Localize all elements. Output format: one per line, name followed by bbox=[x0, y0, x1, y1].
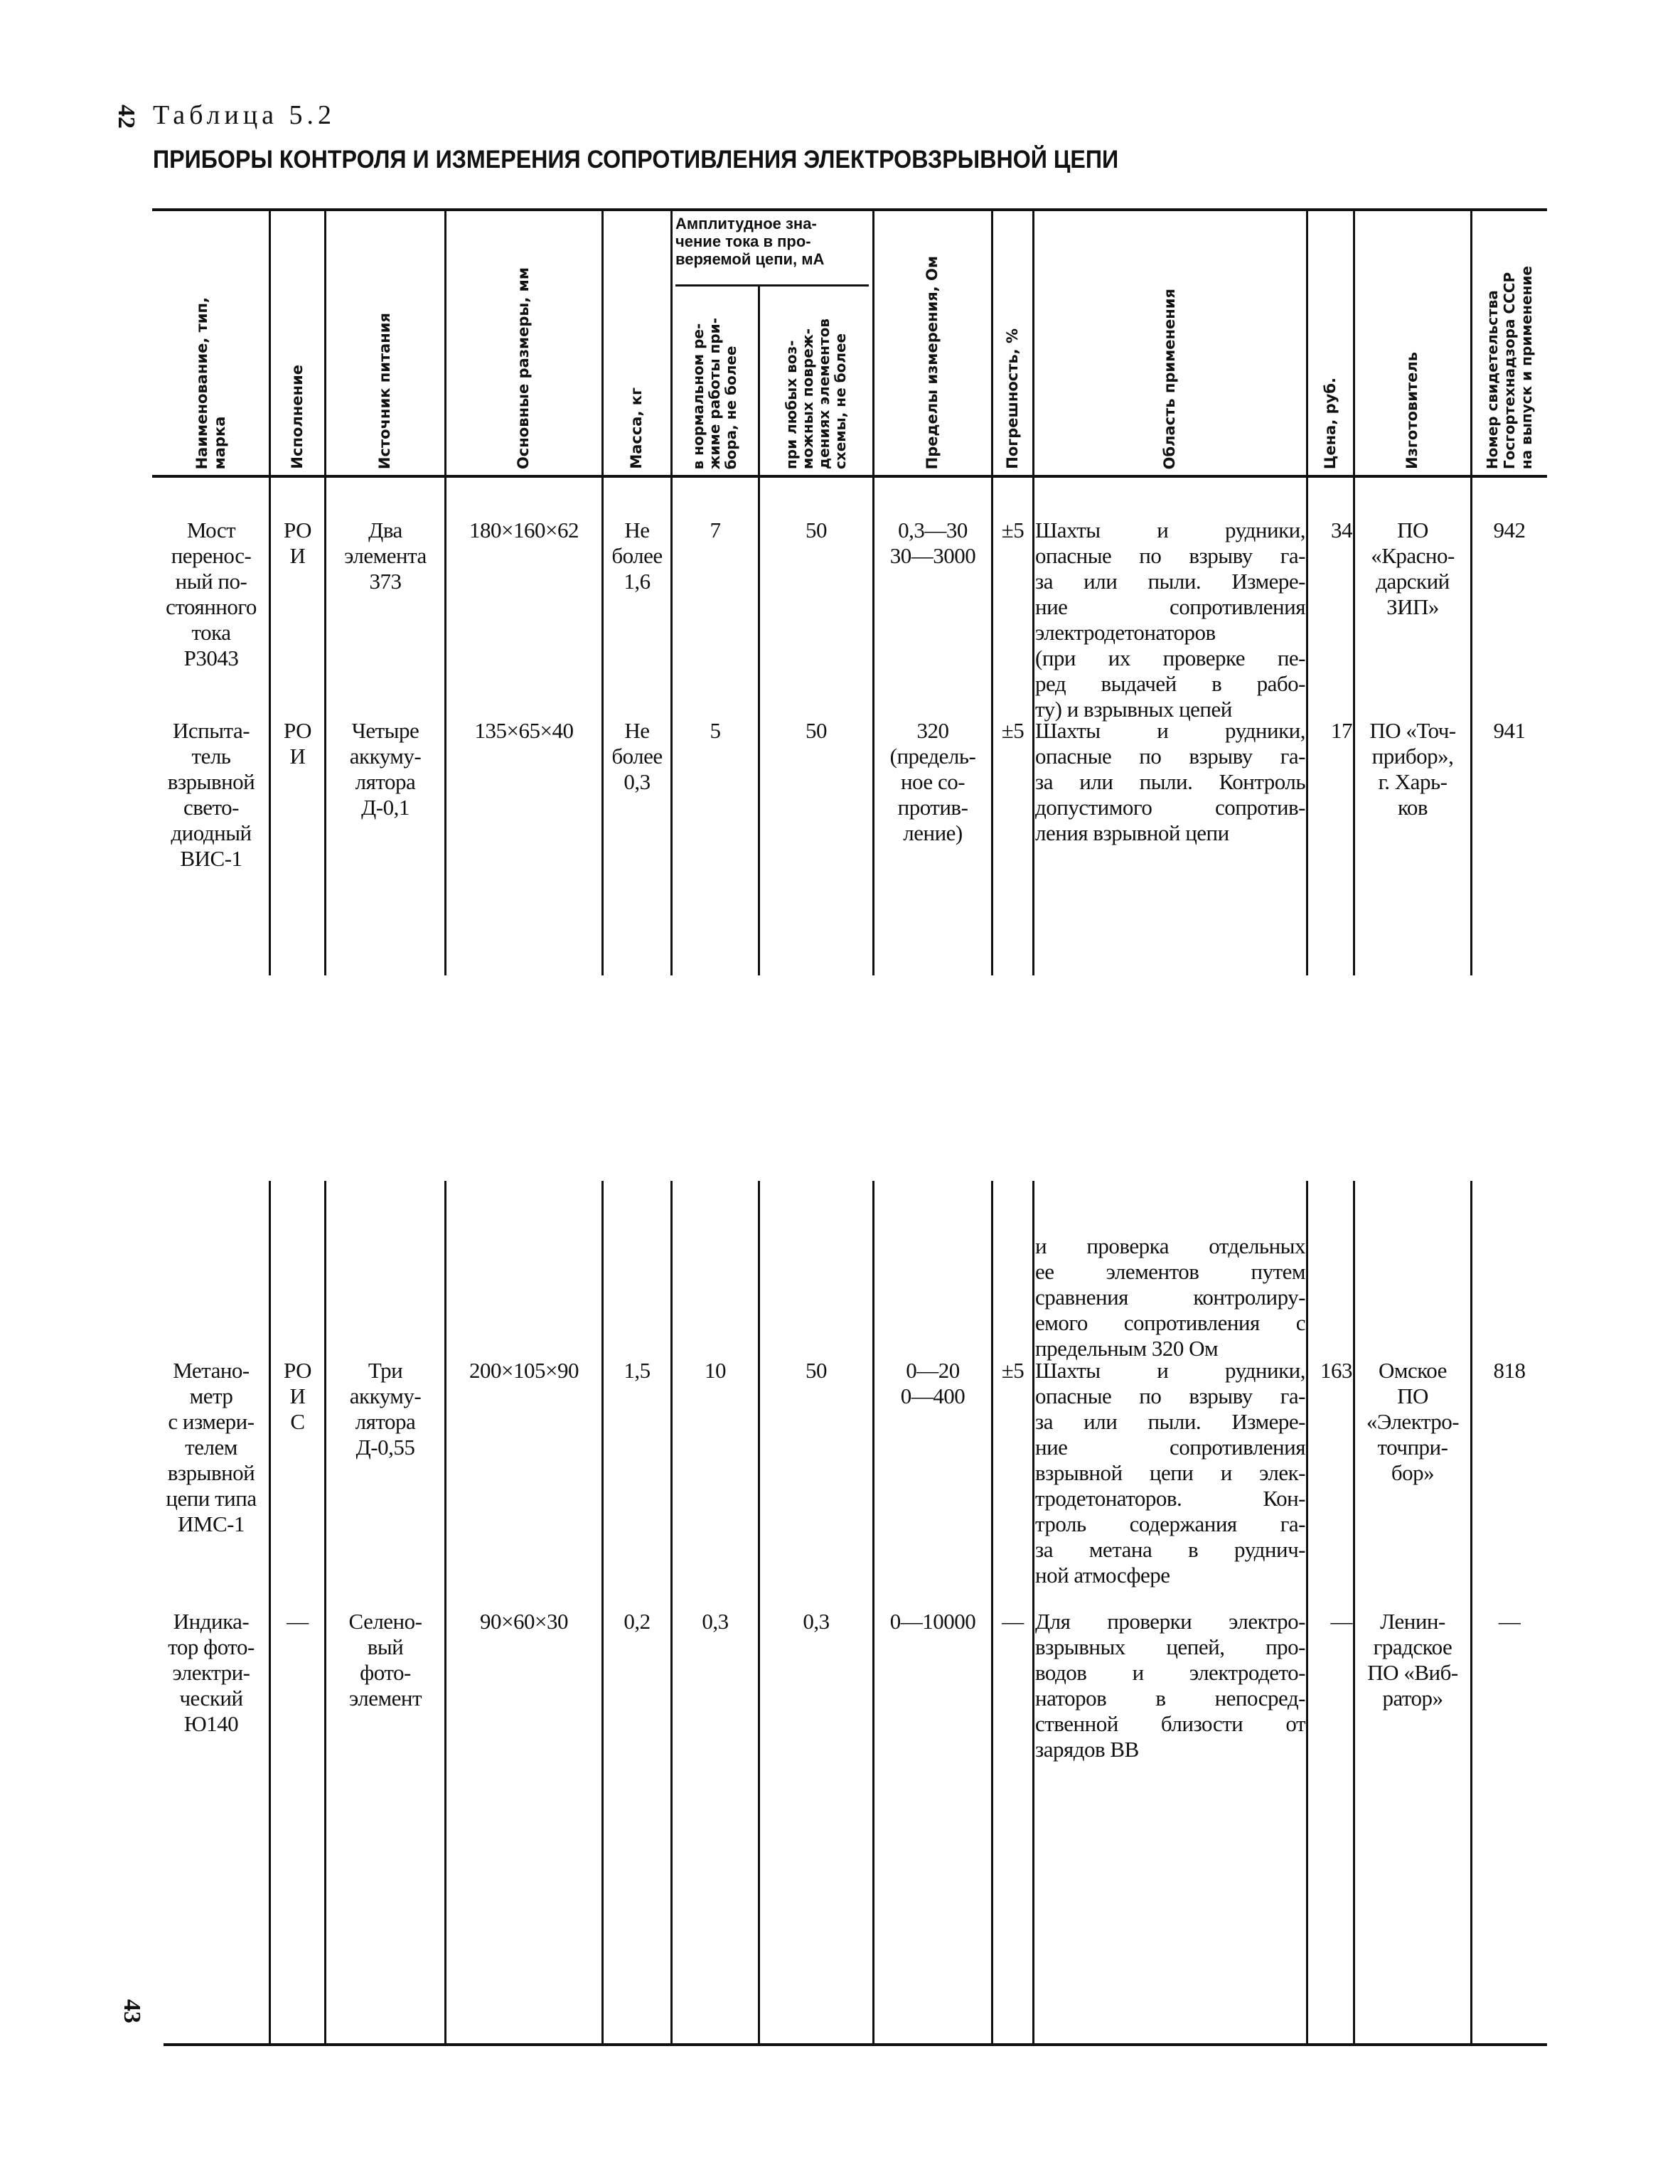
header-amp-damage bbox=[759, 291, 873, 469]
cell-amp-normal: 7 bbox=[710, 518, 721, 542]
column-rule bbox=[872, 210, 874, 476]
column-rule bbox=[1353, 476, 1355, 975]
column-rule bbox=[1353, 210, 1355, 476]
header-manufacturer-text: Изготовитель bbox=[1403, 352, 1420, 469]
cell-price: 17 bbox=[1331, 718, 1352, 743]
cell-price: 163 bbox=[1320, 1358, 1352, 1383]
column-rule bbox=[269, 1181, 271, 2045]
cell-dimensions: 90×60×30 bbox=[480, 1609, 568, 1634]
column-rule bbox=[444, 1181, 446, 2045]
header-manufacturer bbox=[1354, 213, 1471, 469]
cell-name: Метано- метр с измери- телем взрывной цепи типа ИМС-1 bbox=[166, 1358, 257, 1536]
cell-mass: 1,5 bbox=[624, 1358, 651, 1383]
column-rule bbox=[1470, 210, 1472, 476]
cell-error: ±5 bbox=[1001, 518, 1024, 542]
column-rule bbox=[601, 476, 604, 975]
cell-amp-damage: 0,3 bbox=[803, 1609, 830, 1634]
cell-execution: РО И bbox=[283, 518, 311, 568]
column-rule bbox=[444, 210, 446, 476]
cell-power: Селено- вый фото- элемент bbox=[348, 1609, 422, 1711]
cell-name: Мост перенос- ный по- стоянного тока Р3043 bbox=[166, 518, 257, 670]
cell-application: и проверка отдельных ее элементов путем сравнения контролиру- емого сопротивления с предельным 320 Ом bbox=[1035, 1233, 1305, 1361]
column-rule bbox=[1306, 476, 1308, 975]
cell-range: 0,3—30 30—3000 bbox=[889, 518, 976, 568]
column-rule bbox=[269, 476, 271, 975]
cell-manufacturer: Ленин- градское ПО «Виб- ратор» bbox=[1367, 1609, 1458, 1711]
column-rule bbox=[758, 1181, 760, 2045]
table-bottom-rule bbox=[164, 2043, 1547, 2046]
header-dimensions-text: Основные размеры, мм bbox=[515, 267, 532, 469]
column-rule bbox=[601, 1181, 604, 2045]
header-name bbox=[152, 213, 269, 469]
cell-amp-damage: 50 bbox=[806, 718, 827, 743]
column-rule bbox=[324, 476, 326, 975]
cell-power: Два элемента 373 bbox=[344, 518, 427, 594]
cell-range: 0—20 0—400 bbox=[900, 1358, 965, 1408]
header-error-text: Погрешность, % bbox=[1003, 328, 1021, 469]
cell-amp-damage: 50 bbox=[806, 1358, 827, 1383]
header-application-text: Область применения bbox=[1161, 288, 1178, 469]
header-price-text: Цена, руб. bbox=[1321, 377, 1339, 469]
column-rule bbox=[1306, 210, 1308, 476]
column-rule bbox=[1032, 1181, 1034, 2045]
header-price bbox=[1307, 213, 1354, 469]
cell-application: Для проверки электро- взрывных цепей, про- водов и электродето- наторов в непосред- ственной близости от зарядов ВВ bbox=[1035, 1609, 1305, 1762]
cell-range: 320 (предель- ное со- против- ление) bbox=[889, 718, 976, 845]
column-rule bbox=[1306, 1181, 1308, 2045]
cell-manufacturer: ПО «Красно- дарский ЗИП» bbox=[1371, 518, 1455, 619]
cell-application: Шахты и рудники, опасные по взрыву га- за или пыли. Контроль допустимого сопротив- ления взрывной цепи bbox=[1035, 718, 1305, 845]
header-certificate bbox=[1471, 213, 1547, 469]
table-label: Таблица 5.2 bbox=[153, 100, 336, 130]
header-name-text: Наименование, тип, марка bbox=[193, 296, 228, 469]
column-rule bbox=[269, 210, 271, 476]
header-certificate-text: Номер свидетельства Госгортехнадзора СССР на выпуск и применение bbox=[1483, 265, 1535, 469]
page-number-top: 42 bbox=[113, 105, 139, 129]
cell-application: Шахты и рудники, опасные по взрыву га- за или пыли. Измере- ние сопротивления электродетонаторов (при их проверке пе- ред выдачей в рабо- ту) и взрывных цепей bbox=[1035, 518, 1305, 722]
header-power-text: Источник питания bbox=[376, 312, 393, 469]
cell-dimensions: 200×105×90 bbox=[469, 1358, 579, 1383]
table-title: ПРИБОРЫ КОНТРОЛЯ И ИЗМЕРЕНИЯ СОПРОТИВЛЕНИЯ ЭЛЕКТРОВЗРЫВНОЙ ЦЕПИ bbox=[153, 146, 1119, 173]
cell-dimensions: 135×65×40 bbox=[474, 718, 574, 743]
header-amp-normal bbox=[671, 291, 759, 469]
column-rule bbox=[991, 1181, 993, 2045]
column-rule bbox=[1470, 476, 1472, 975]
column-rule bbox=[991, 210, 993, 476]
header-amplitude-group: Амплитудное зна- чение тока в про- веряемой цепи, мА bbox=[675, 215, 825, 268]
column-rule bbox=[324, 1181, 326, 2045]
cell-certificate: 818 bbox=[1493, 1358, 1526, 1383]
header-range bbox=[873, 213, 992, 469]
column-rule bbox=[601, 210, 604, 476]
header-bottom-rule bbox=[152, 475, 1547, 478]
cell-certificate: 942 bbox=[1493, 518, 1526, 542]
cell-certificate: — bbox=[1498, 1609, 1521, 1634]
header-mass bbox=[602, 213, 671, 469]
column-rule bbox=[444, 476, 446, 975]
header-mass-text: Масса, кг bbox=[628, 387, 645, 469]
cell-amp-normal: 10 bbox=[705, 1358, 726, 1383]
column-rule bbox=[324, 210, 326, 476]
header-amp-normal-text: в нормальном ре- жиме работы при- бора, не более bbox=[690, 317, 739, 469]
column-rule bbox=[1470, 1181, 1472, 2045]
cell-range: 0—10000 bbox=[889, 1609, 976, 1634]
header-execution-text: Исполнение bbox=[288, 365, 306, 469]
cell-amp-damage: 50 bbox=[806, 518, 827, 542]
cell-name: Испыта- тель взрывной свето- диодный ВИС-1 bbox=[167, 718, 255, 871]
column-rule bbox=[670, 476, 673, 975]
header-error bbox=[992, 213, 1033, 469]
cell-manufacturer: ПО «Точ- прибор», г. Харь- ков bbox=[1369, 718, 1456, 820]
header-execution bbox=[269, 213, 325, 469]
cell-error: ±5 bbox=[1001, 718, 1024, 743]
column-rule bbox=[1353, 1181, 1355, 2045]
cell-amp-normal: 5 bbox=[710, 718, 721, 743]
cell-mass: Не более 0,3 bbox=[611, 718, 663, 794]
column-rule bbox=[872, 1181, 874, 2045]
cell-certificate: 941 bbox=[1493, 718, 1526, 743]
header-amp-damage-text: при любых воз- можных повреж- дениях элементов схемы, не более bbox=[782, 318, 849, 469]
cell-dimensions: 180×160×62 bbox=[469, 518, 579, 542]
column-rule bbox=[991, 476, 993, 975]
column-rule bbox=[1032, 476, 1034, 975]
cell-mass: Не более 1,6 bbox=[611, 518, 663, 594]
cell-name: Индика- тор фото- электри- ческий Ю140 bbox=[168, 1609, 255, 1736]
column-rule bbox=[670, 1181, 673, 2045]
column-rule bbox=[872, 476, 874, 975]
cell-execution: РО И С bbox=[283, 1358, 311, 1434]
cell-price: — bbox=[1330, 1609, 1352, 1634]
cell-execution: РО И bbox=[283, 718, 311, 769]
cell-mass: 0,2 bbox=[624, 1609, 651, 1634]
header-dimensions bbox=[445, 213, 602, 469]
page-number-bottom: 43 bbox=[119, 1999, 145, 2023]
amplitude-subheader-rule bbox=[675, 284, 869, 287]
cell-application: Шахты и рудники, опасные по взрыву га- за или пыли. Измере- ние сопротивления взрывной цепи и элек- тродетонаторов. Кон- троль содержания га- за метана в руднич- ной атмосфере bbox=[1035, 1358, 1305, 1588]
header-range-text: Пределы измерения, Ом bbox=[924, 255, 941, 469]
cell-error: — bbox=[1002, 1609, 1024, 1634]
cell-error: ±5 bbox=[1001, 1358, 1024, 1383]
cell-power: Три аккуму- лятора Д-0,55 bbox=[349, 1358, 422, 1460]
header-power bbox=[325, 213, 445, 469]
column-rule bbox=[670, 210, 673, 476]
column-rule bbox=[758, 476, 760, 975]
cell-manufacturer: Омское ПО «Электро- точпри- бор» bbox=[1366, 1358, 1460, 1485]
cell-execution: — bbox=[287, 1609, 309, 1634]
cell-power: Четыре аккуму- лятора Д-0,1 bbox=[349, 718, 422, 820]
cell-amp-normal: 0,3 bbox=[702, 1609, 729, 1634]
table-top-rule bbox=[152, 208, 1547, 211]
column-rule bbox=[1032, 210, 1034, 476]
cell-price: 34 bbox=[1331, 518, 1352, 542]
header-application bbox=[1033, 213, 1307, 469]
